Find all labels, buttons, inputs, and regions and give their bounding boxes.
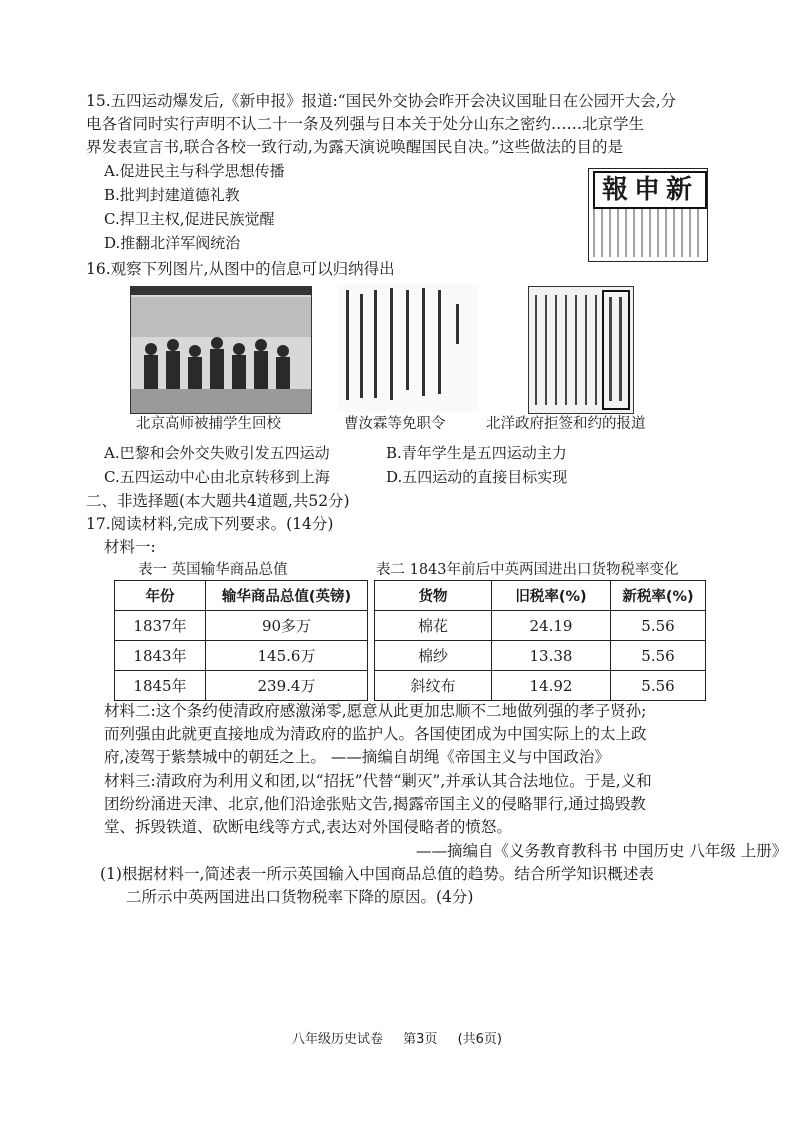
material-3-line-2: 团纷纷涌进天津、北京,他们沿途张贴文告,揭露帝国主义的侵略罪行,通过捣毁教 [104, 795, 646, 813]
table-1-header-value: 输华商品总值(英镑) [206, 581, 368, 611]
table-1-cell: 1843年 [115, 641, 206, 671]
table-1-caption: 表一 英国输华商品总值 [138, 562, 288, 578]
table-1-cell: 145.6万 [206, 641, 368, 671]
q15-option-a[interactable]: A.促进民主与科学思想传播 [104, 162, 285, 180]
table-2-header-goods: 货物 [375, 581, 492, 611]
table-1-cell: 1837年 [115, 611, 206, 641]
table-row [115, 641, 368, 671]
table-2-cell: 13.38 [492, 641, 611, 671]
table-row [375, 671, 706, 701]
q16-option-d[interactable]: D.五四运动的直接目标实现 [386, 468, 568, 486]
footer-total: (共6页) [457, 1032, 502, 1047]
newspaper-columns-texture [593, 209, 703, 257]
q15-option-d[interactable]: D.推翻北洋军阀统治 [104, 234, 241, 252]
table-2-cell: 棉花 [375, 611, 492, 641]
caption-photo-3: 北洋政府拒签和约的报道 [486, 416, 646, 432]
table-2-header-old-rate: 旧税率(%) [492, 581, 611, 611]
footer-page: 第3页 [403, 1032, 438, 1047]
caption-photo-1: 北京高师被捕学生回校 [136, 416, 281, 432]
table-1-header-row [115, 581, 368, 611]
table-2-caption: 表二 1843年前后中英两国进出口货物税率变化 [376, 562, 679, 578]
table-2-header-new-rate: 新税率(%) [611, 581, 706, 611]
table-2 [374, 580, 706, 701]
q15-stem-line-2: 电各省同时实行声明不认二十一条及列强与日本关于处分山东之密约……北京学生 [86, 115, 645, 133]
material-1-label: 材料一: [104, 538, 156, 556]
q16-stem: 16.观察下列图片,从图中的信息可以归纳得出 [86, 260, 395, 278]
table-2-cell: 斜纹布 [375, 671, 492, 701]
table-2-cell: 棉纱 [375, 641, 492, 671]
q15-option-c[interactable]: C.捍卫主权,促进民族觉醒 [104, 210, 275, 228]
table-row [115, 671, 368, 701]
material-2-line-1: 材料二:这个条约使清政府感激涕零,愿意从此更加忠顺不二地做列强的孝子贤孙; [104, 702, 647, 720]
table-row [115, 611, 368, 641]
newspaper-masthead-image [588, 168, 708, 262]
table-2-cell: 5.56 [611, 641, 706, 671]
q15-stem-line-3: 界发表宣言书,联合各校一致行动,为露天演说唤醒国民自决。”这些做法的目的是 [86, 138, 624, 156]
table-2-header-row [375, 581, 706, 611]
table-1-header-year: 年份 [115, 581, 206, 611]
q15-stem-line-1: 15.五四运动爆发后,《新申报》报道:“国民外交协会昨开会决议国耻日在公园开大会,分 [86, 92, 677, 110]
table-2-cell: 24.19 [492, 611, 611, 641]
table-1-cell: 1845年 [115, 671, 206, 701]
footer-subject: 八年级历史试卷 [292, 1032, 384, 1047]
photo-students-returning [130, 286, 312, 414]
q15-option-b[interactable]: B.批判封建道德礼教 [104, 186, 240, 204]
material-2-line-2: 而列强由此就更直接地成为清政府的监护人。各国使团成为中国实际上的太上政 [104, 725, 647, 743]
image-dismissal-order [338, 284, 478, 412]
q16-option-a[interactable]: A.巴黎和会外交失败引发五四运动 [104, 444, 330, 462]
q16-option-c[interactable]: C.五四运动中心由北京转移到上海 [104, 468, 330, 486]
table-1-cell: 239.4万 [206, 671, 368, 701]
table-1-cell: 90多万 [206, 611, 368, 641]
material-3-line-1: 材料三:清政府为利用义和团,以“招抚”代替“剿灭”,并承认其合法地位。于是,义和 [104, 772, 652, 790]
table-2-cell: 5.56 [611, 671, 706, 701]
q17-sub1-line-1: (1)根据材料一,简述表一所示英国输入中国商品总值的趋势。结合所学知识概述表 [100, 865, 654, 883]
table-1 [114, 580, 368, 701]
table-row [375, 641, 706, 671]
page-footer [0, 1028, 794, 1047]
table-2-cell: 5.56 [611, 611, 706, 641]
material-3-source: ——摘编自《义务教育教科书 中国历史 八年级 上册》 [416, 842, 788, 860]
section-2-heading: 二、非选择题(本大题共4道题,共52分) [86, 492, 350, 510]
masthead-title: 報申新 [593, 171, 707, 209]
q17-sub1-line-2: 二所示中英两国进出口货物税率下降的原因。(4分) [126, 888, 474, 906]
material-2-line-3: 府,凌驾于紫禁城中的朝廷之上。 ——摘编自胡绳《帝国主义与中国政治》 [104, 748, 610, 766]
caption-photo-2: 曹汝霖等免职令 [344, 416, 446, 432]
table-2-cell: 14.92 [492, 671, 611, 701]
q16-option-b[interactable]: B.青年学生是五四运动主力 [386, 444, 567, 462]
material-3-line-3: 堂、拆毁铁道、砍断电线等方式,表达对外国侵略者的愤怒。 [104, 818, 512, 836]
q17-stem: 17.阅读材料,完成下列要求。(14分) [86, 515, 334, 533]
table-row [375, 611, 706, 641]
image-newspaper-report [528, 286, 634, 414]
